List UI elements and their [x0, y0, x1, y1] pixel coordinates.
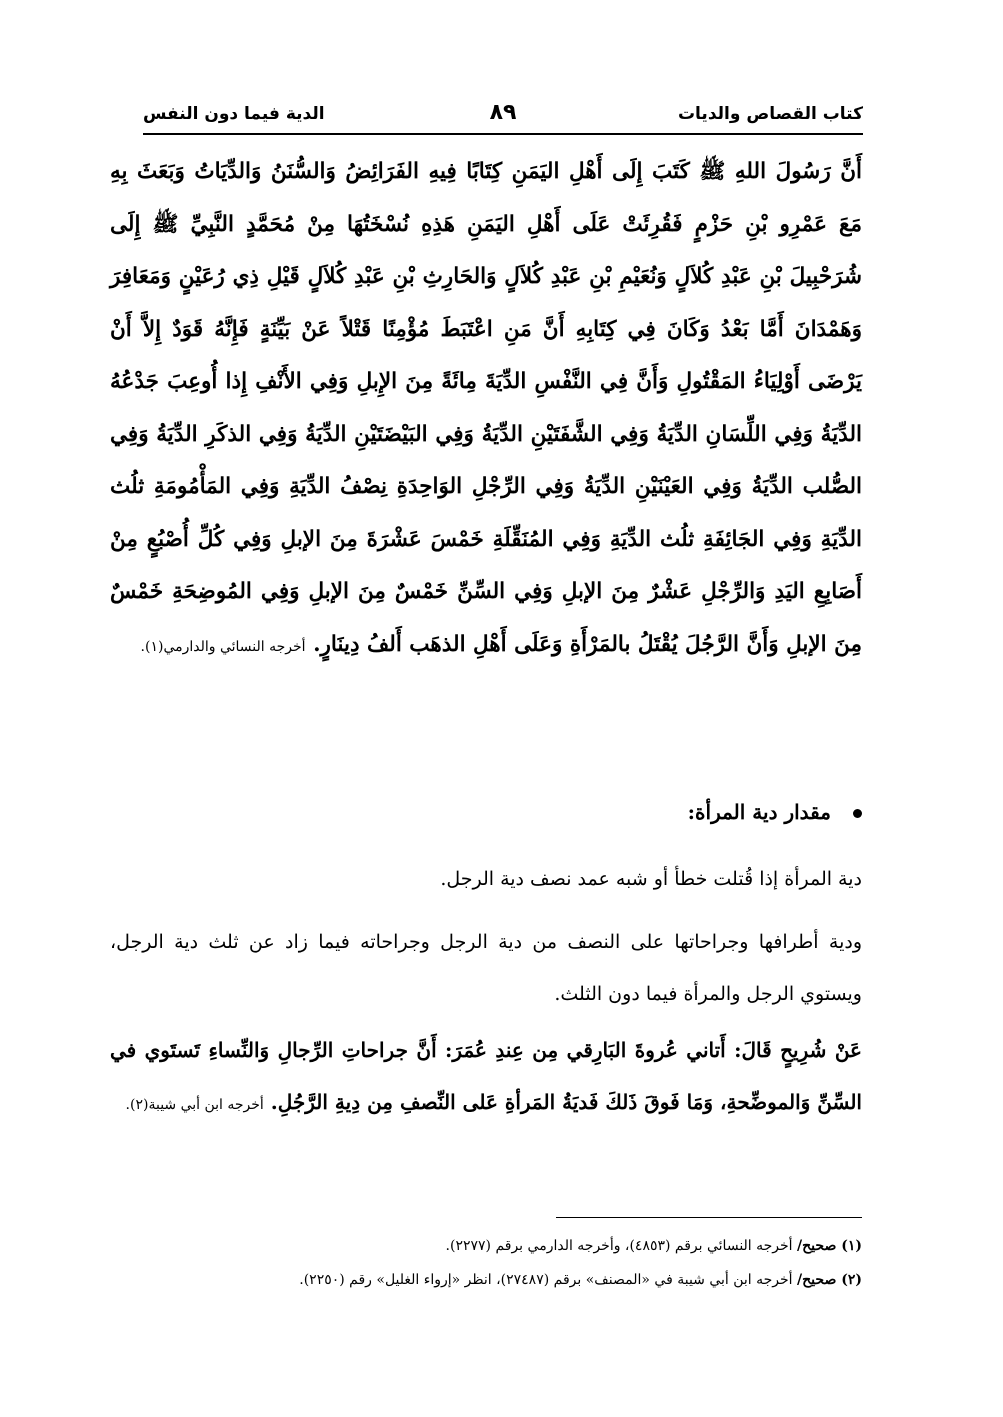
- bullet-icon: [853, 809, 862, 818]
- footnote-1-text: أخرجه النسائي برقم (٤٨٥٣)، وأخرجه الدارمي برقم (٢٢٧٧).: [445, 1238, 793, 1254]
- paragraph-2: ودية أطرافها وجراحاتها على النصف من دية الرجل وجراحاته فيما زاد عن ثلث دية الرجل، ويستوي الرجل والمرأة فيما دون الثلث.: [110, 931, 862, 1005]
- header-divider: [143, 133, 863, 135]
- footnote-2-label: (٢) صحيح/: [797, 1272, 862, 1288]
- footnote-divider: [556, 1217, 862, 1218]
- footnote-1: [110, 1238, 862, 1254]
- hadith-source-1: أخرجه النسائي والدارمي(١).: [140, 638, 306, 655]
- hadith-text-2: عَنْ شُرِيحٍ قَالَ: أَتاني عُروةَ البَارِقي مِن عِندِ عُمَرَ: أَنَّ جراحاتِ الرِّجالِ وَالنِّساءِ تَستَوي في السِّنِّ وَالموضِّحةِ، وَمَا فَوقَ ذَلكَ فَديَةُ المَرأةِ عَلى النِّصفِ مِن دِيةِ الرَّجُلِ.: [110, 1038, 862, 1114]
- footnote-1-label: (١) صحيح/: [797, 1238, 862, 1254]
- footnote-2-text: أخرجه ابن أبي شيبة في «المصنف» برقم (٢٧٤٨٧)، انظر «إرواء الغليل» رقم (٢٢٥٠).: [299, 1272, 793, 1288]
- hadith-source-2: أخرجه ابن أبي شيبة(٢).: [125, 1097, 264, 1113]
- hadith-block-2: [110, 1024, 862, 1131]
- section-heading: [110, 800, 862, 824]
- hadith-text-1: أَنَّ رَسُولَ اللهِ ﷺ كَتَبَ إِلَى أَهْلِ اليَمَنِ كِتَابًا فِيهِ الفَرَائِضُ وَالسُّنَنُ وَالدِّيَاتُ وَبَعَثَ بِهِ مَعَ عَمْرِو بْنِ حَزْمٍ فَقُرِئَتْ عَلَى أَهْلِ اليَمَنِ هَذِهِ نُسْخَتُهَا مِنْ مُحَمَّدٍ النَّبِيِّ ﷺ إِلَى شُرَحْبِيلَ بْنِ عَبْدِ كُلاَلٍ وَنُعَيْمِ بْنِ عَبْدِ كُلاَلٍ وَالحَارِثِ بْنِ عَبْدِ كُلاَلٍ قَيْلِ ذِي رُعَيْنٍ وَمَعَافِرَ وَهَمْدَانَ أَمَّا بَعْدُ وَكَانَ فِي كِتَابِهِ أَنَّ مَنِ اعْتَبَطَ مُؤْمِنًا قَتْلاً عَنْ بَيِّنَةٍ فَإِنَّهُ قَوَدٌ إِلاَّ أَنْ يَرْضَى أَوْلِيَاءُ المَقْتُولِ وَأَنَّ فِي النَّفْسِ الدِّيَةَ مِائَةً مِنَ الإِبلِ وَفِي الأَنْفِ إِذا أُوعِبَ جَدْعُهُ الدِّيَةُ وَفِي اللِّسَانِ الدِّيَةُ وَفِي الشَّفَتَيْنِ الدِّيَةُ وَفِي البَيْضَتَيْنِ الدِّيَةُ وَفِي الذكَرِ الدِّيَةُ وَفِي الصُّلب الدِّيَةُ وَفِي العَيْنَيْنِ الدِّيَةُ وَفِي الرِّجْلِ الوَاحِدَةِ نِصْفُ الدِّيَةِ وَفِي المَأْمُومَةِ ثلُث الدِّيَةِ وَفِي الجَائِفَةِ ثلُث الدِّيَةِ وَفِي المُنَقِّلَةِ خَمْسَ عَشْرَةَ مِنَ الإبلِ وَفِي كُلِّ أُصْبُعٍ مِنْ أَصَابِعِ اليَدِ وَالرِّجْلِ عَشْرٌ مِنَ الإبلِ وَفِي السِّنِّ خَمْسٌ مِنَ الإبلِ وَفِي المُوضِحَةِ خَمْسٌ مِنَ الإبلِ وَأَنَّ الرَّجُلَ يُقْتَلُ بالمَرْأَةِ وَعَلَى أَهْلِ الذهَب أَلفُ دِينَارٍ.: [110, 159, 862, 657]
- running-header: [143, 100, 863, 130]
- book-title: كتاب القصاص والديات: [677, 104, 863, 124]
- hadith-block-1: [110, 146, 862, 673]
- chapter-title: الدية فيما دون النفس: [143, 104, 325, 124]
- footnote-2: [110, 1272, 862, 1288]
- paragraph-1: دية المرأة إذا قُتلت خطأ أو شبه عمد نصف دية الرجل.: [440, 868, 862, 890]
- section-heading-text: مقدار دية المرأة:: [687, 800, 831, 824]
- page-number: ٨٩: [489, 100, 517, 125]
